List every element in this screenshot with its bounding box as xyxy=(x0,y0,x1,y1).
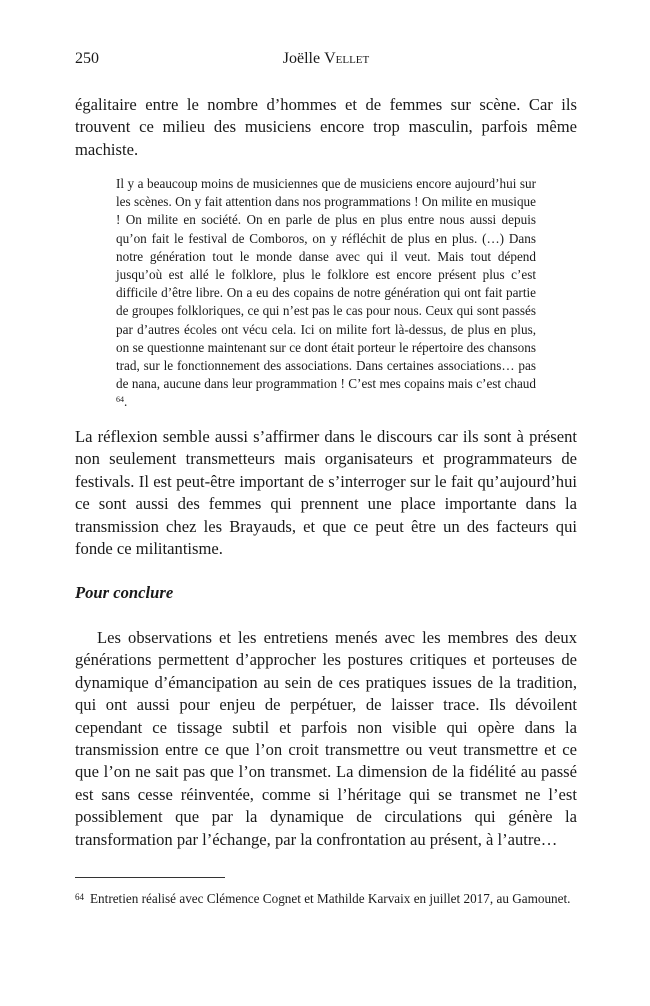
footnote-text: Entretien réalisé avec Clémence Cognet et Mathilde Karvaix en juillet 2017, au Gamounet. xyxy=(90,891,571,906)
block-quote xyxy=(116,175,536,412)
section-title: Pour conclure xyxy=(75,583,174,602)
page-number: 250 xyxy=(75,50,99,67)
footnote-reference[interactable]: 64 xyxy=(116,395,124,405)
paragraph-continuation: égalitaire entre le nombre d’hommes et de femmes sur scène. Car ils trouvent ce milieu des musiciens encore trop masculin, parfois même machiste. xyxy=(75,95,577,159)
running-head-author xyxy=(75,50,577,68)
block-quote-end: . xyxy=(124,394,128,410)
paragraph-conclusion: Les observations et les entretiens menés avec les membres des deux générations permettent d’approcher les postures critiques et porteuses de dynamique d’émancipation au sein de ces pratiques issues de la tradition, qui ont aussi pour enjeu de perpétuer, de laisser trace. Ils dévoilent cependant ce tissage subtil et parfois non visible qui opère dans la transmission entre ce que l’on croit transmettre ou veut transmettre et ce que l’on ne sait pas que l’on transmet. La dimension de la fidélité au passé est sans cesse réinventée, comme si l’héritage qui se transmet ne l’est possiblement que par la dynamique de circulations qui génère la transformation par l’échange, par la confrontation au présent, à l’autre… xyxy=(75,628,577,849)
author-first-name: Joëlle xyxy=(282,50,321,67)
author-last-name: Vellet xyxy=(324,50,370,67)
running-header xyxy=(75,50,577,74)
block-quote-text: Il y a beaucoup moins de musiciennes que de musiciens encore aujourd’hui sur les scènes. On y fait attention dans nos programmations ! On milite en musique ! On milite en société. On en parle de plus en plus entre nous aussi depuis qu’on fait le festival de Comboros, on y réfléchit de plus en plus. (…) Dans notre génération tout le monde danse avec qui il veut. Mais tout dépend jusqu’où est allé le folklore, plus le folklore est encore présent plus c’est difficile d’être libre. On a eu des copains de notre génération qui ont fait partie de groupes folkloriques, ce qui n’est pas le cas pour nous. Ceux qui sont passés par d’autres écoles ont vécu cela. Ici on milite fort là-dessus, de plus en plus, on se questionne maintenant sur ce dont était porteur le répertoire des chansons trad, sur le fonctionnement des associations. Dans certaines associations… pas de nana, aucune dans leur programmation ! C’est mes copains mais c’est chaud xyxy=(116,176,536,392)
footnote-number: 64 xyxy=(75,892,84,902)
paragraph-reflection: La réflexion semble aussi s’affirmer dans le discours car ils sont à présent non seulement transmetteurs mais organisateurs et programmateurs de festivals. Il est peut-être important de s’interroger sur le fait qu’aujourd’hui ce sont aussi des femmes qui prennent une place importante dans la transmission chez les Brayauds, et que ce peut être un des facteurs qui fonde ce militantisme. xyxy=(75,427,577,559)
footnote-divider xyxy=(75,877,225,878)
footnote xyxy=(75,888,577,909)
